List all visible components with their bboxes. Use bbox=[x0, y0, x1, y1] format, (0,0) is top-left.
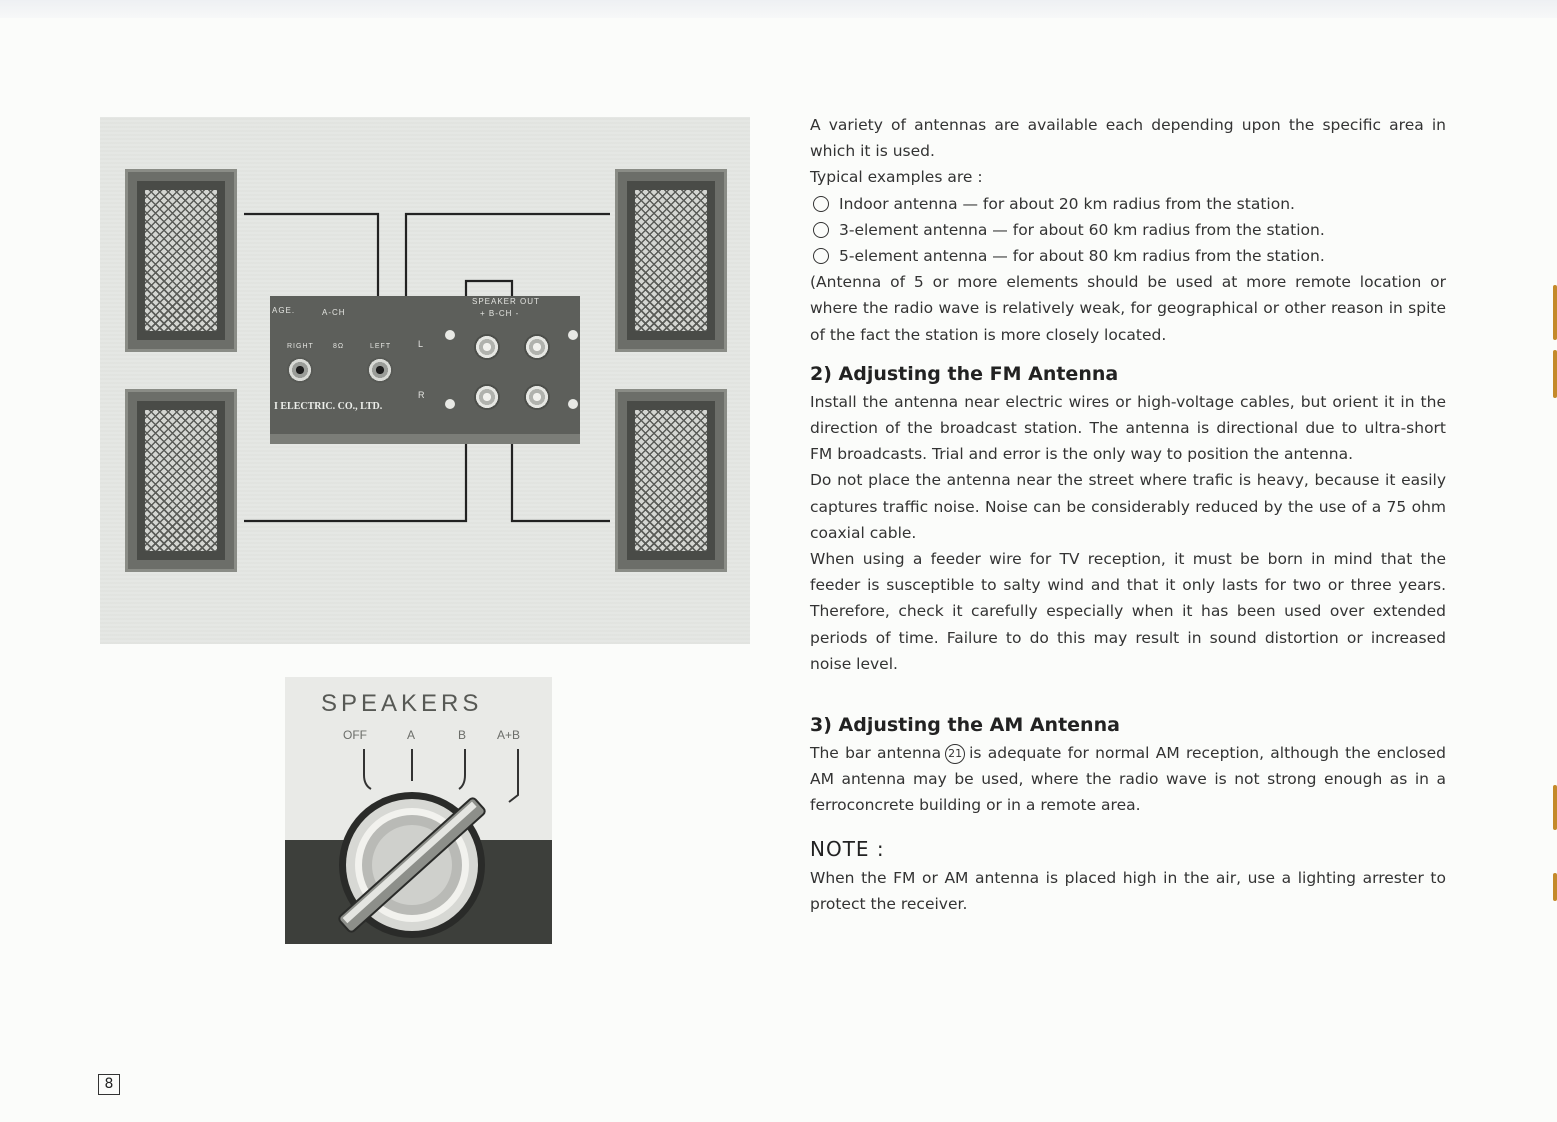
terminal-plus-r bbox=[474, 384, 500, 410]
speaker-a-left bbox=[125, 169, 237, 352]
fm-paragraph-1: Install the antenna near electric wires or high-voltage cables, but orient it in the direction of the broadcast station. The antenna is directional due to ultra-short FM broadcasts. Trial and error is the only way to position the antenna. bbox=[810, 392, 1446, 464]
panel-label-ohm: 8Ω bbox=[333, 343, 345, 350]
antenna-type-item: Indoor antenna — for about 20 km radius from the station. bbox=[810, 191, 1446, 217]
spine-mark bbox=[1553, 785, 1557, 830]
panel-screw bbox=[568, 399, 578, 409]
spine-mark bbox=[1553, 350, 1557, 398]
panel-label-a-ch: A-CH bbox=[322, 308, 346, 317]
panel-label-speaker-out: SPEAKER OUT bbox=[472, 297, 540, 306]
panel-screw bbox=[445, 330, 455, 340]
top-scan-band bbox=[0, 0, 1557, 18]
selector-title: SPEAKERS bbox=[321, 690, 483, 717]
selector-knob bbox=[285, 677, 552, 944]
spine-mark bbox=[1553, 285, 1557, 340]
antenna-type-item: 3-element antenna — for about 60 km radius from the station. bbox=[810, 217, 1446, 243]
fm-antenna-heading: 2) Adjusting the FM Antenna bbox=[810, 362, 1119, 385]
speaker-b-left bbox=[125, 389, 237, 572]
text-column bbox=[810, 112, 1446, 917]
am-paragraph: The bar antenna 21 is adequate for normal AM reception, although the enclosed AM antenna may be used, where the radio wave is not strong enough as in a ferroconcrete building or in a remote area. bbox=[810, 744, 1446, 815]
page-number: 8 bbox=[98, 1074, 120, 1095]
speaker-connection-photo bbox=[100, 117, 750, 644]
panel-label-right: RIGHT bbox=[287, 343, 314, 350]
selector-position-off: OFF bbox=[343, 728, 367, 742]
fm-paragraph-2: Do not place the antenna near the street where trafic is heavy, because it easily captures traffic noise. Noise can be considerably reduced by the use of a 75 ohm coaxial cable. bbox=[810, 471, 1446, 542]
terminal-minus-r bbox=[524, 384, 550, 410]
jack-left bbox=[367, 357, 393, 383]
am-antenna-heading: 3) Adjusting the AM Antenna bbox=[810, 714, 1120, 737]
reference-number-badge: 21 bbox=[945, 744, 965, 764]
typical-examples-label: Typical examples are : bbox=[810, 168, 983, 187]
selector-position-a: A bbox=[407, 728, 416, 742]
panel-label-b-ch: + B-CH - bbox=[480, 309, 520, 318]
circle-bullet-icon bbox=[813, 196, 829, 212]
fm-paragraph-3: When using a feeder wire for TV reception, it must be born in mind that the feeder is susceptible to salty wind and that it only lasts for two or three years. Therefore, check it carefully especially when it has been used over extended periods of time. Failure to do this may result in sound distortion or increased noise level. bbox=[810, 550, 1446, 673]
circle-bullet-icon bbox=[813, 222, 829, 238]
note-label: NOTE : bbox=[810, 836, 885, 861]
remote-location-paragraph: (Antenna of 5 or more elements should be used at more remote location or where the radio wave is relatively weak, for geographical or other reason in spite of the fact the station is more closely located. bbox=[810, 273, 1446, 344]
panel-label-left: LEFT bbox=[370, 343, 392, 350]
jack-right bbox=[287, 357, 313, 383]
intro-paragraph: A variety of antennas are available each depending upon the specific area in which it is used. bbox=[810, 116, 1446, 161]
panel-label-age: AGE. bbox=[272, 306, 296, 315]
speaker-b-right bbox=[615, 389, 727, 572]
antenna-type-item: 5-element antenna — for about 80 km radius from the station. bbox=[810, 243, 1446, 269]
terminal-plus-l bbox=[474, 334, 500, 360]
panel-label-r: R bbox=[418, 390, 426, 400]
spine-mark bbox=[1553, 873, 1557, 901]
panel-label-l: L bbox=[418, 339, 425, 349]
amplifier-rear-panel bbox=[270, 296, 580, 444]
panel-screw bbox=[568, 330, 578, 340]
speaker-selector-photo bbox=[285, 677, 552, 944]
selector-position-b: B bbox=[458, 728, 467, 742]
selector-position-a-plus-b: A+B bbox=[497, 728, 521, 742]
panel-company-label: I ELECTRIC. CO., LTD. bbox=[274, 401, 383, 412]
terminal-minus-l bbox=[524, 334, 550, 360]
panel-screw bbox=[445, 399, 455, 409]
note-text: When the FM or AM antenna is placed high in the air, use a lighting arrester to protect the receiver. bbox=[810, 868, 1446, 913]
speaker-a-right bbox=[615, 169, 727, 352]
circle-bullet-icon bbox=[813, 248, 829, 264]
